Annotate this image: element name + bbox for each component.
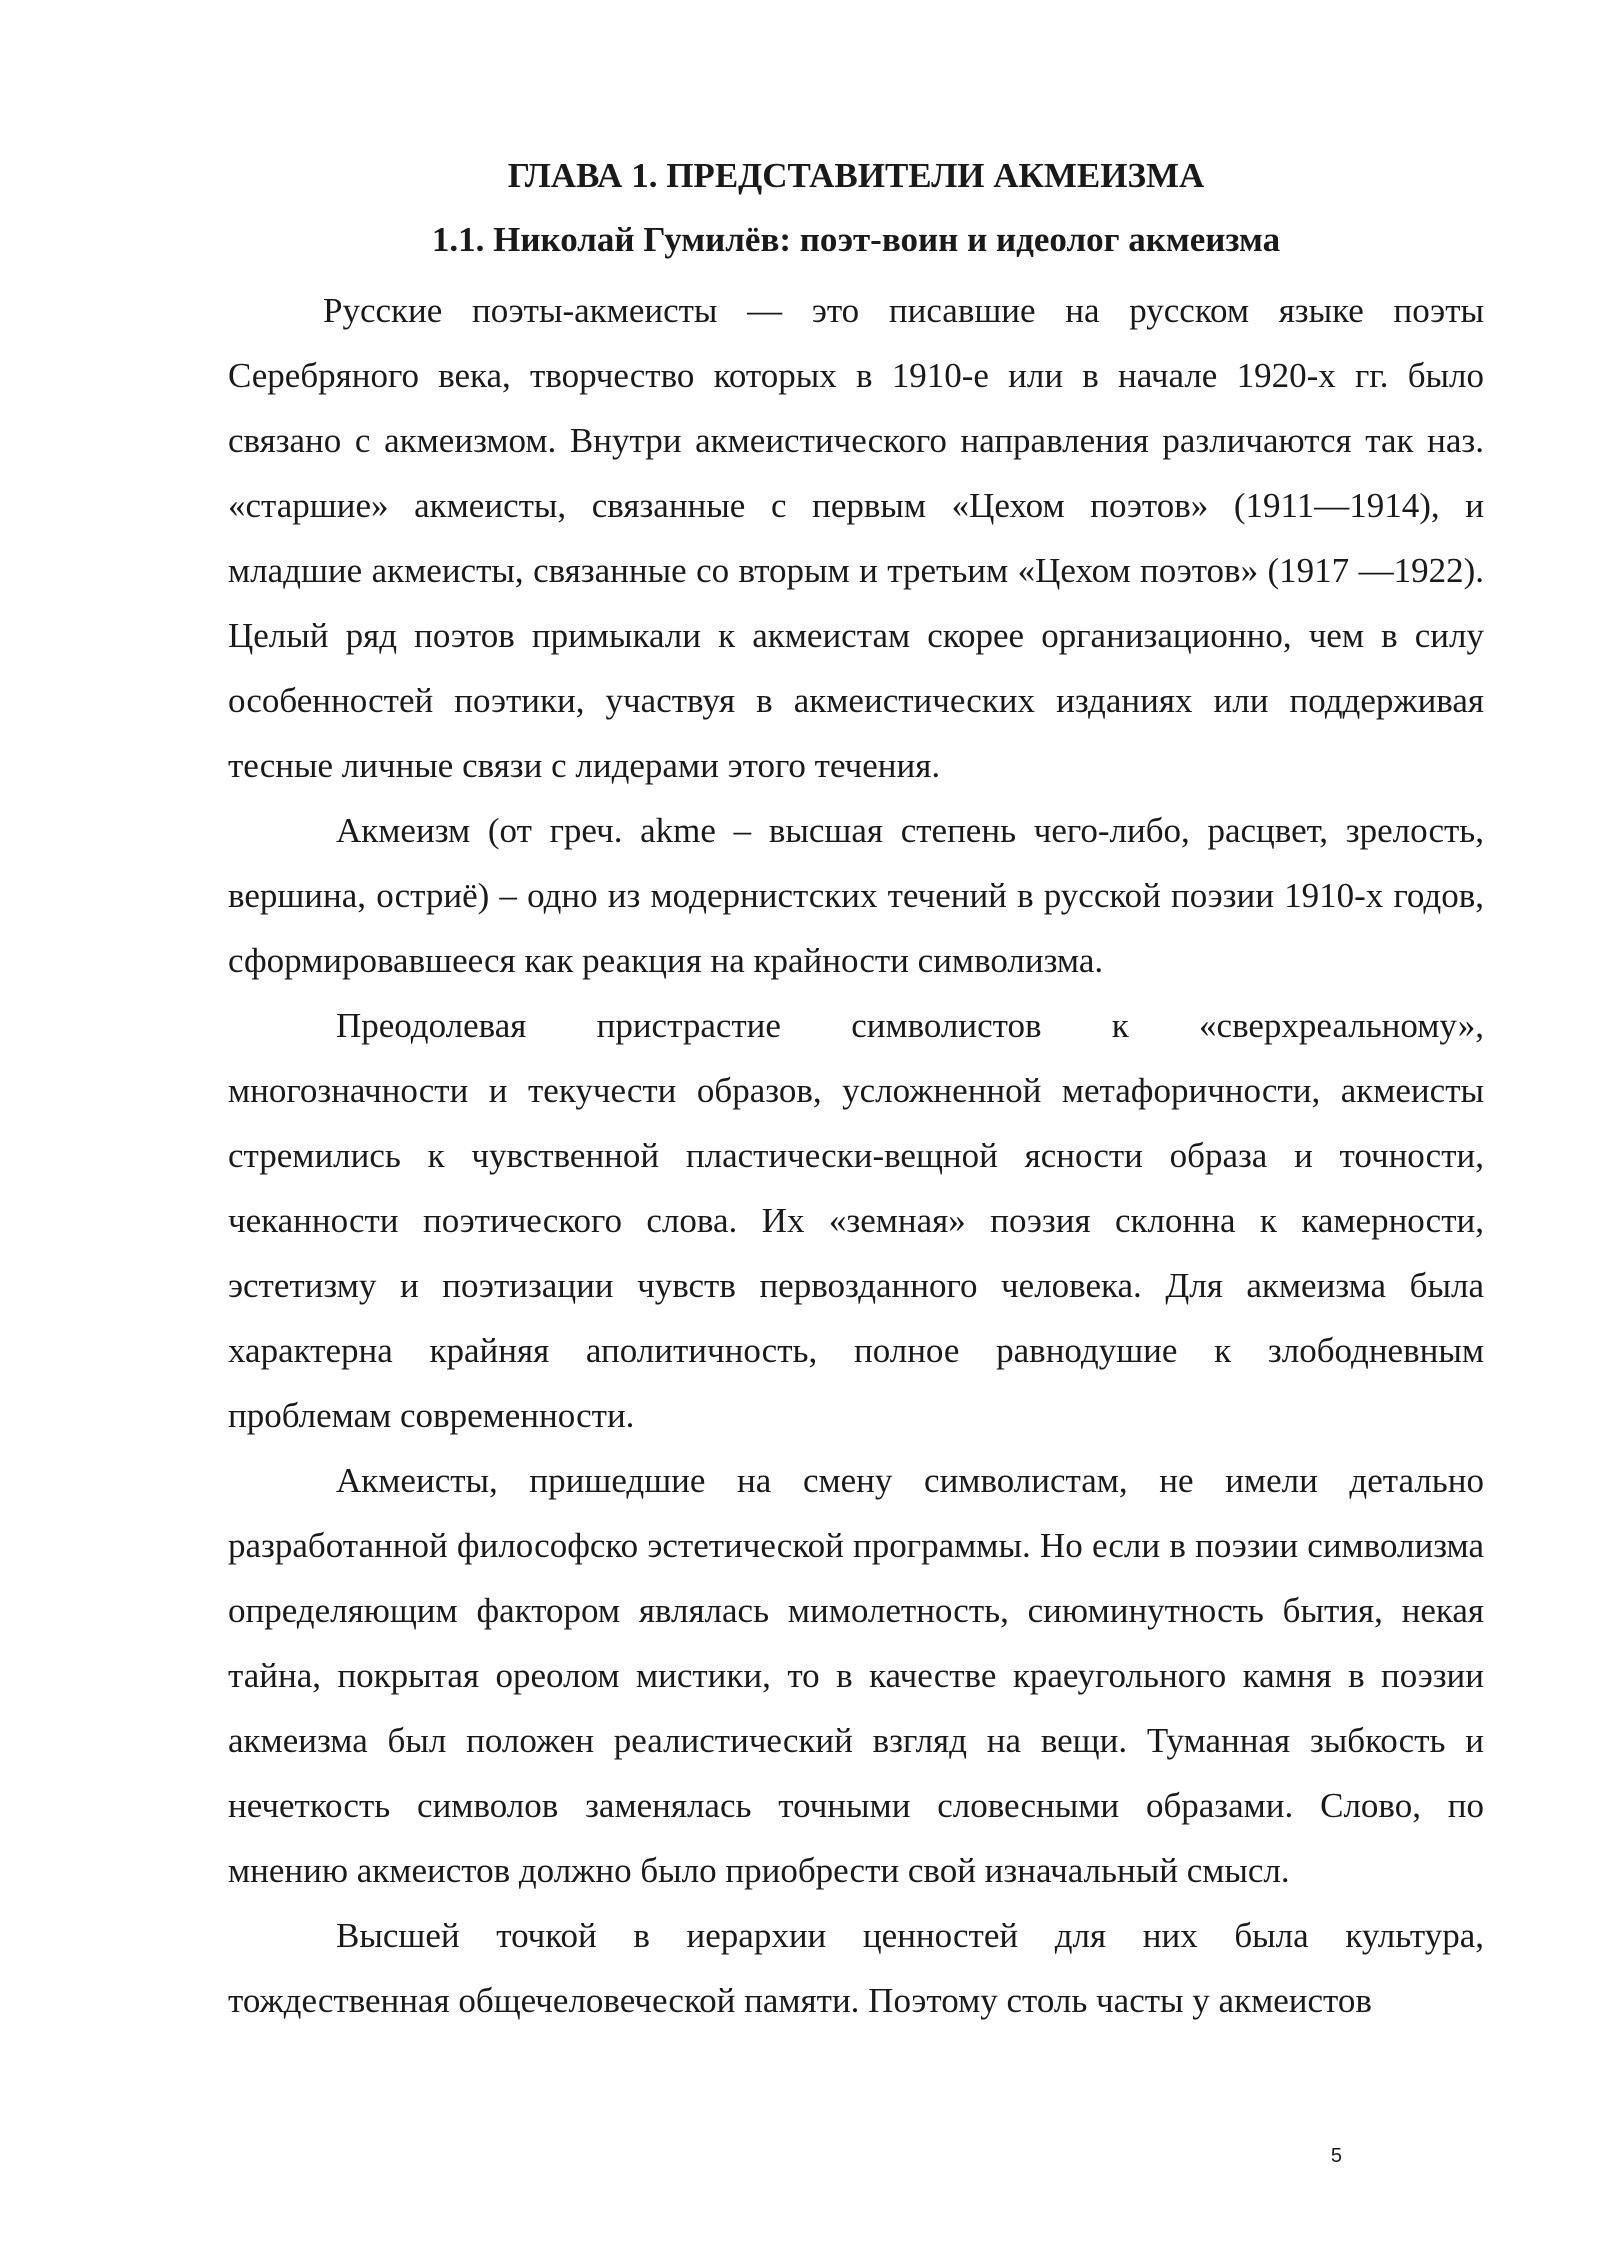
section-title: 1.1. Николай Гумилёв: поэт-воин и идеолог акмеизма [431, 220, 1281, 259]
paragraph-1: Русские поэты-акмеисты — это писавшие на русском языке поэты Серебряного века, творчество которых в 1910-е или в начале 1920-х гг. было связано с акмеизмом. Внутри акмеистического направления различаются так наз. «старшие» акмеисты, связанные с первым «Цехом поэтов» (1911—1914), и младшие акмеисты, связанные со вторым и третьим «Цехом поэтов» (1917 —1922). Целый ряд поэтов примыкали к акмеистам скорее организационно, чем в силу особенностей поэтики, участвуя в акмеистических изданиях или поддерживая тесные личные связи с лидерами этого течения. [228, 291, 1484, 785]
page-number: 5 [1330, 2145, 1342, 2167]
paragraph-5: Высшей точкой в иерархии ценностей для них была культура, тождественная общечеловеческой памяти. Поэтому столь часты у акмеистов [228, 1916, 1484, 2020]
chapter-title: ГЛАВА 1. ПРЕДСТАВИТЕЛИ АКМЕИЗМА [507, 156, 1205, 195]
paragraph-3: Преодолевая пристрастие символистов к «сверхреальному», многозначности и текучести образов, усложненной метафоричности, акмеисты стремились к чувственной пластически-вещной ясности образа и точности, чеканности поэтического слова. Их «земная» поэзия склонна к камерности, эстетизму и поэтизации чувств первозданного человека. Для акмеизма была характерна крайняя аполитичность, полное равнодушие к злободневным проблемам современности. [228, 1006, 1484, 1435]
body-text [228, 278, 1484, 2033]
paragraph-4: Акмеисты, пришедшие на смену символистам, не имели детально разработанной философско эстетической программы. Но если в поэзии символизма определяющим фактором являлась мимолетность, сиюминутность бытия, некая тайна, покрытая ореолом мистики, то в качестве краеугольного камня в поэзии акмеизма был положен реалистический взгляд на вещи. Туманная зыбкость и нечеткость символов заменялась точными словесными образами. Слово, по мнению акмеистов должно было приобрести свой изначальный смысл. [228, 1461, 1484, 1890]
paragraph-2: Акмеизм (от греч. akme – высшая степень чего-либо, расцвет, зрелость, вершина, остриё) – одно из модернистских течений в русской поэзии 1910-х годов, сформировавшееся как реакция на крайности символизма. [228, 811, 1484, 980]
